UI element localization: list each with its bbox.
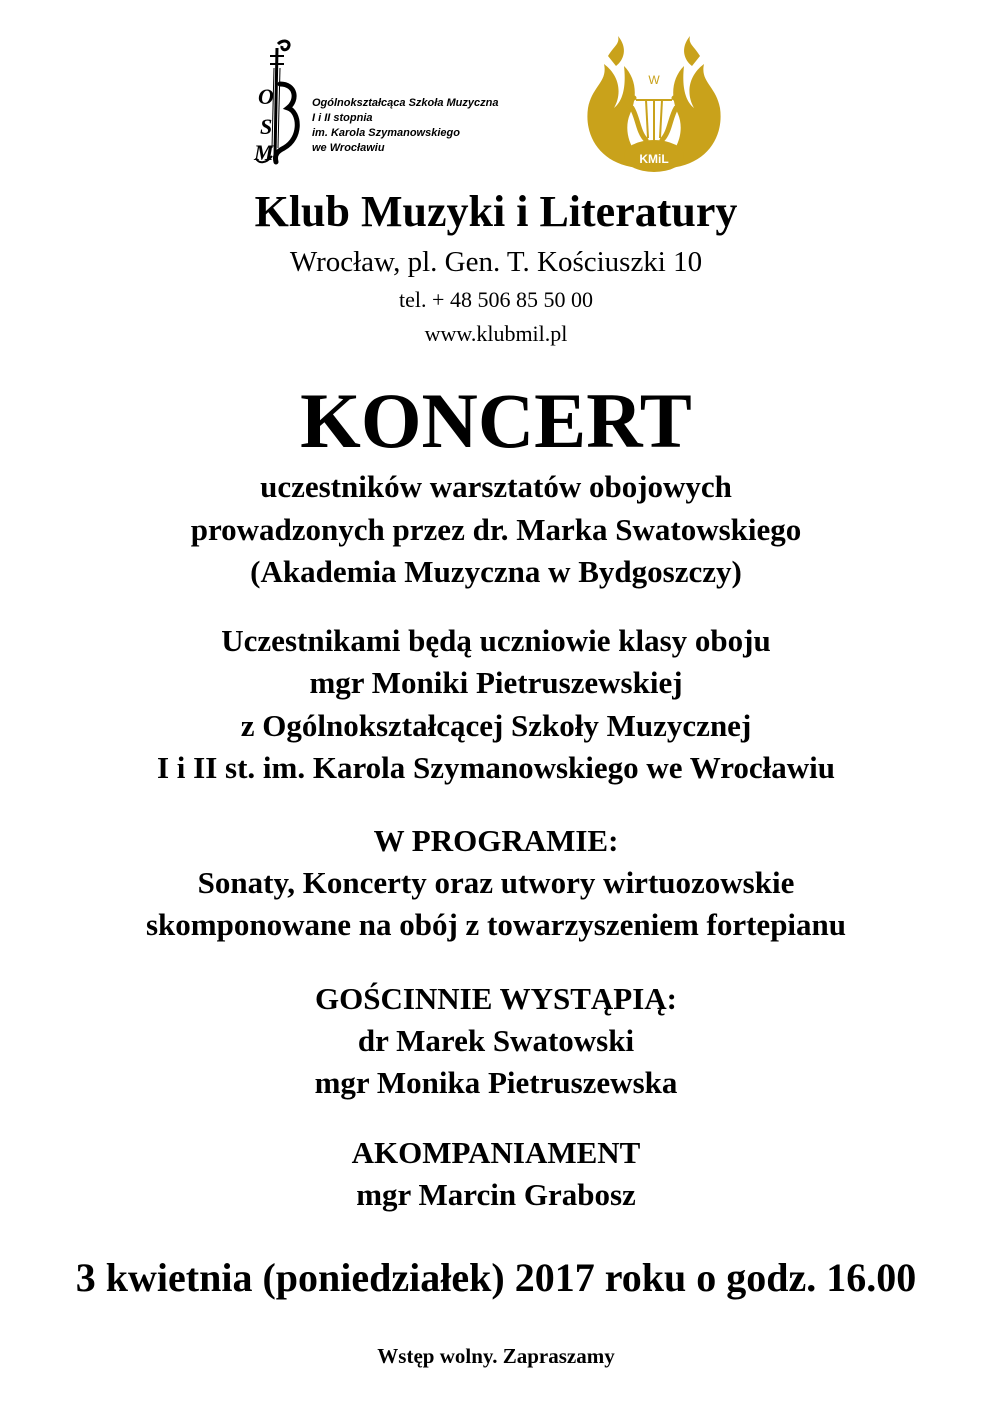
guest-name: mgr Monika Pietruszewska: [314, 1065, 678, 1100]
osm-school-logo: [244, 38, 544, 173]
event-subtitle-line: prowadzonych przez dr. Marka Swatowskiego: [190, 512, 802, 547]
kmil-club-logo: [580, 36, 728, 176]
guest-name: dr Marek Swatowski: [357, 1023, 635, 1058]
event-title: KONCERT: [300, 377, 692, 464]
kmil-w-mark: W: [648, 73, 660, 87]
osm-letter-m: M: [254, 140, 274, 165]
osm-school-name-line: im. Karola Szymanowskiego: [312, 127, 460, 139]
program-line: Sonaty, Koncerty oraz utwory wirtuozowskie: [197, 865, 795, 900]
program-heading: W PROGRAMIE:: [373, 823, 619, 858]
kmil-badge-text: KMiL: [639, 152, 669, 166]
club-phone: tel. + 48 506 85 50 00: [399, 287, 593, 312]
club-address: Wrocław, pl. Gen. T. Kościuszki 10: [289, 246, 703, 278]
osm-school-name: [312, 96, 498, 156]
event-subtitle-line: uczestników warsztatów obojowych: [260, 469, 732, 504]
osm-letter-s: S: [260, 114, 273, 139]
event-subtitle-line: (Akademia Muzyczna w Bydgoszczy): [250, 554, 742, 589]
osm-school-name-line: we Wrocławiu: [312, 142, 385, 154]
osm-school-name-line: Ogólnokształcąca Szkoła Muzyczna: [312, 97, 499, 109]
guests-heading: GOŚCINNIE WYSTĄPIĄ:: [314, 981, 678, 1016]
club-name: Klub Muzyki i Literatury: [254, 187, 738, 236]
participants-line: mgr Moniki Pietruszewskiej: [309, 665, 683, 700]
osm-letter-o: O: [258, 84, 274, 109]
participants-line: z Ogólnokształcącej Szkoły Muzycznej: [240, 708, 752, 743]
event-date-time: 3 kwietnia (poniedziałek) 2017 roku o godz. 16.00: [75, 1255, 917, 1300]
lyre-flame-icon: [580, 36, 728, 176]
program-line: skomponowane na obój z towarzyszeniem fortepianu: [145, 907, 847, 942]
accompaniment-name: mgr Marcin Grabosz: [356, 1177, 636, 1212]
participants-line: I i II st. im. Karola Szymanowskiego we Wrocławiu: [156, 750, 836, 785]
osm-school-name-line: I i II stopnia: [312, 112, 373, 124]
accompaniment-heading: AKOMPANIAMENT: [351, 1135, 641, 1170]
club-website[interactable]: www.klubmil.pl: [424, 321, 568, 346]
footer-note: Wstęp wolny. Zapraszamy: [377, 1344, 615, 1368]
participants-line: Uczestnikami będą uczniowie klasy oboju: [221, 623, 771, 658]
